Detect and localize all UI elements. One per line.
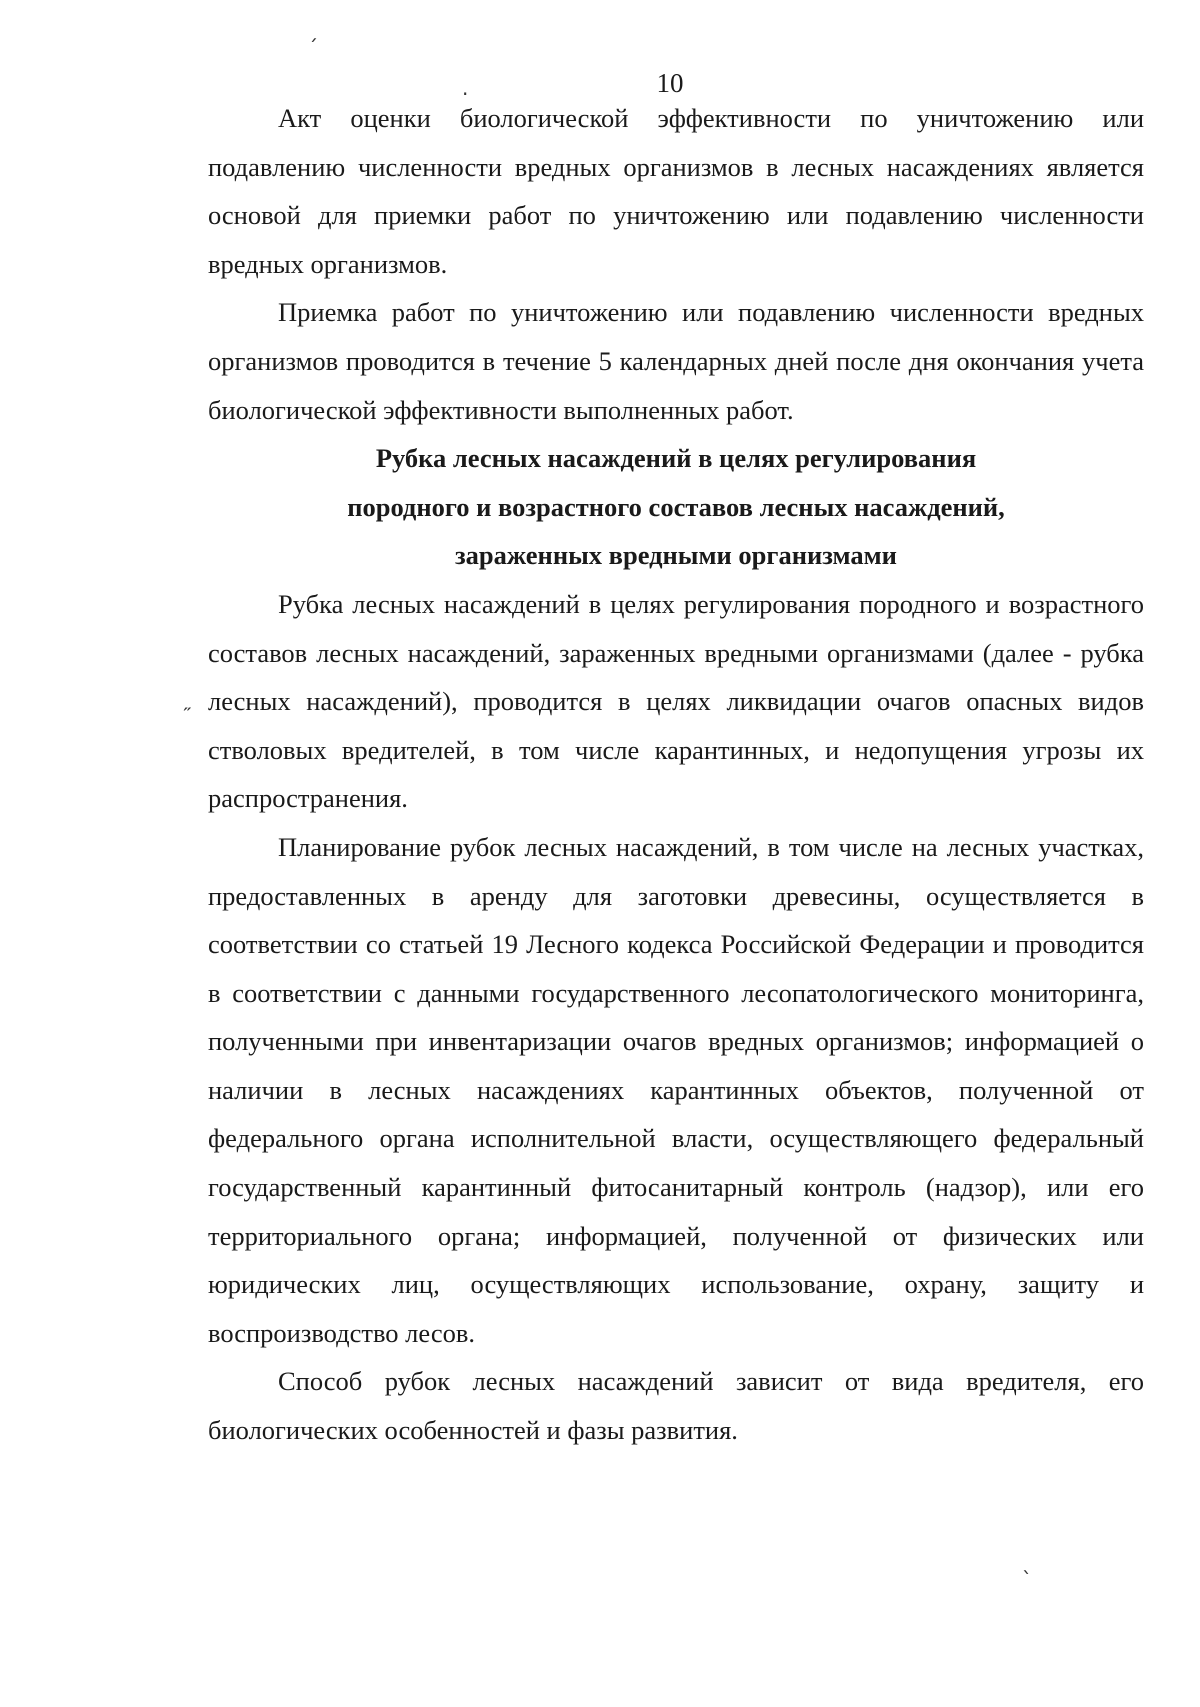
document-body (208, 94, 1144, 1455)
section-heading-line-1: Рубка лесных насаждений в целях регулирования (375, 443, 977, 474)
scan-dot-mark: · (462, 82, 469, 106)
paragraph-felling-planning: Планирование рубок лесных насаждений, в том числе на лесных участках, предоставленных в аренду для заготовки древесины, осуществляется в соответствии со статьей 19 Лесного кодекса Российской Федерации и проводится в соответствии с данными государственного лесопатологического мониторинга, полученными при инвентаризации очагов вредных организмов; информацией о наличии в лесных насаждениях карантинных объектов, полученной от федерального органа исполнительной власти, осуществляющего федеральный государственный карантинный фитосанитарный контроль (надзор), или его территориального органа; информацией, полученной от физических или юридических лиц, осуществляющих использование, охрану, защиту и воспроизводство лесов. (208, 831, 1144, 1348)
scan-speck-mark: ˏ (308, 18, 318, 42)
margin-scribble-mark: ˶ (184, 694, 191, 718)
paragraph-felling-method: Способ рубок лесных насаждений зависит от вида вредителя, его биологических особенностей и фазы развития. (208, 1366, 1144, 1446)
paragraph-assessment-act: Акт оценки биологической эффективности по уничтожению или подавлению численности вредных организмов в лесных насаждениях является основой для приемки работ по уничтожению или подавлению численности вредных организмов. (208, 103, 1144, 279)
scan-tick-mark: ˎ (1022, 1550, 1032, 1574)
section-heading (208, 434, 1144, 580)
section-heading-line-3: зараженных вредными организмами (455, 540, 897, 571)
page-number: 10 (656, 68, 684, 98)
section-heading-line-2: породного и возрастного составов лесных насаждений, (347, 491, 1005, 522)
paragraph-felling-purpose: Рубка лесных насаждений в целях регулирования породного и возрастного составов лесных насаждений, зараженных вредными организмами (далее - рубка лесных насаждений), проводится в целях ликвидации очагов опасных видов стволовых вредителей, в том числе карантинных, и недопущения угрозы их распространения. (208, 588, 1144, 814)
paragraph-work-acceptance: Приемка работ по уничтожению или подавлению численности вредных организмов проводится в течение 5 календарных дней после дня окончания учета биологической эффективности выполненных работ. (208, 297, 1144, 425)
